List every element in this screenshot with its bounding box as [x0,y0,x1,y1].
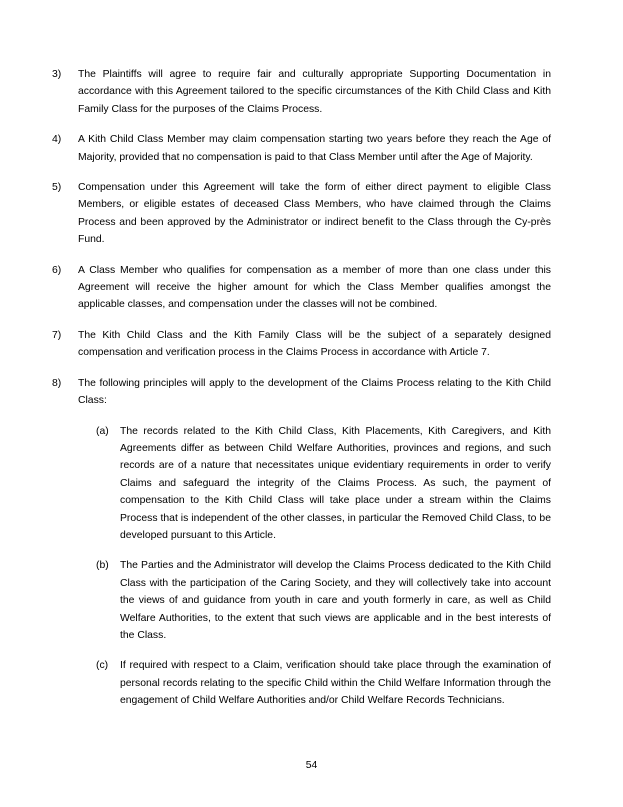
sub-clause-item [52,423,551,545]
clause-text: The following principles will apply to the development of the Claims Process relating to the Kith Child Class: [78,377,551,407]
sub-clause-number: (c) [96,660,109,672]
clause-item [52,131,551,166]
clause-text: The Plaintiffs will agree to require fair and culturally appropriate Supporting Documentation in accordance with this Agreement tailored to the specific circumstances of the Kith Child Class and Kith Family Class for the purposes of the Claims Process. [78,69,551,115]
sub-clause-number: (a) [96,425,109,437]
sub-clause-text: The Parties and the Administrator will develop the Claims Process dedicated to the Kith Child Class with the participation of the Caring Society, and they will collectively take into account the views of and guidance from youth in care and youth formerly in care, as well as Child Welfare Authorities, to the extent that such views are applicable and in the best interests of the Class. [120,560,551,641]
sub-clause-text: If required with respect to a Claim, verification should take place through the examination of personal records relating to the specific Child within the Child Welfare Information through the engagement of Child Welfare Authorities and/or Child Welfare Records Technicians. [120,660,551,707]
sub-clause-list [52,423,551,710]
sub-clause-text: The records related to the Kith Child Class, Kith Placements, Kith Caregivers, and Kith Agreements differ as between Child Welfare Authorities, provinces and regions, and such records are of a nature that necessitates unique evidentiary requirements in order to verify Claims and safeguard the integrity of the Claims Process. As such, the payment of compensation to the Kith Child Class will take place under a stream within the Claims Process that is independent of the other classes, in particular the Removed Child Class, to be developed pursuant to this Article. [120,425,551,541]
clause-text: The Kith Child Class and the Kith Family Class will be the subject of a separately designed compensation and verification process in the Claims Process in accordance with Article 7. [78,329,551,359]
clause-number: 8) [52,377,62,389]
clause-text: A Class Member who qualifies for compensation as a member of more than one class under this Agreement will receive the higher amount for which the Class Member qualifies amongst the applicable classes, and compensation under the classes will not be combined. [78,264,551,311]
clause-item [52,262,551,314]
clause-text: A Kith Child Class Member may claim compensation starting two years before they reach the Age of Majority, provided that no compensation is paid to that Class Member until after the Age of Majority. [78,134,551,163]
clause-item [52,327,551,362]
clause-number: 3) [52,69,62,80]
sub-clause-item [52,657,551,709]
sub-clause-number: (b) [96,560,109,572]
clause-text: Compensation under this Agreement will take the form of either direct payment to eligible Class Members, or eligible estates of deceased Class Members, who have claimed through the Claims Process and been approved by the Administrator or indirect benefit to the Class through the Cy-près Fund. [78,182,551,246]
clause-item [52,375,551,410]
clause-item [52,179,551,249]
clause-item [52,66,551,118]
clause-number: 6) [52,264,62,276]
clause-number: 5) [52,182,62,194]
clause-number: 4) [52,134,62,146]
page-number: 54 [305,760,318,771]
clause-number: 7) [52,329,62,341]
sub-clause-item [52,557,551,644]
